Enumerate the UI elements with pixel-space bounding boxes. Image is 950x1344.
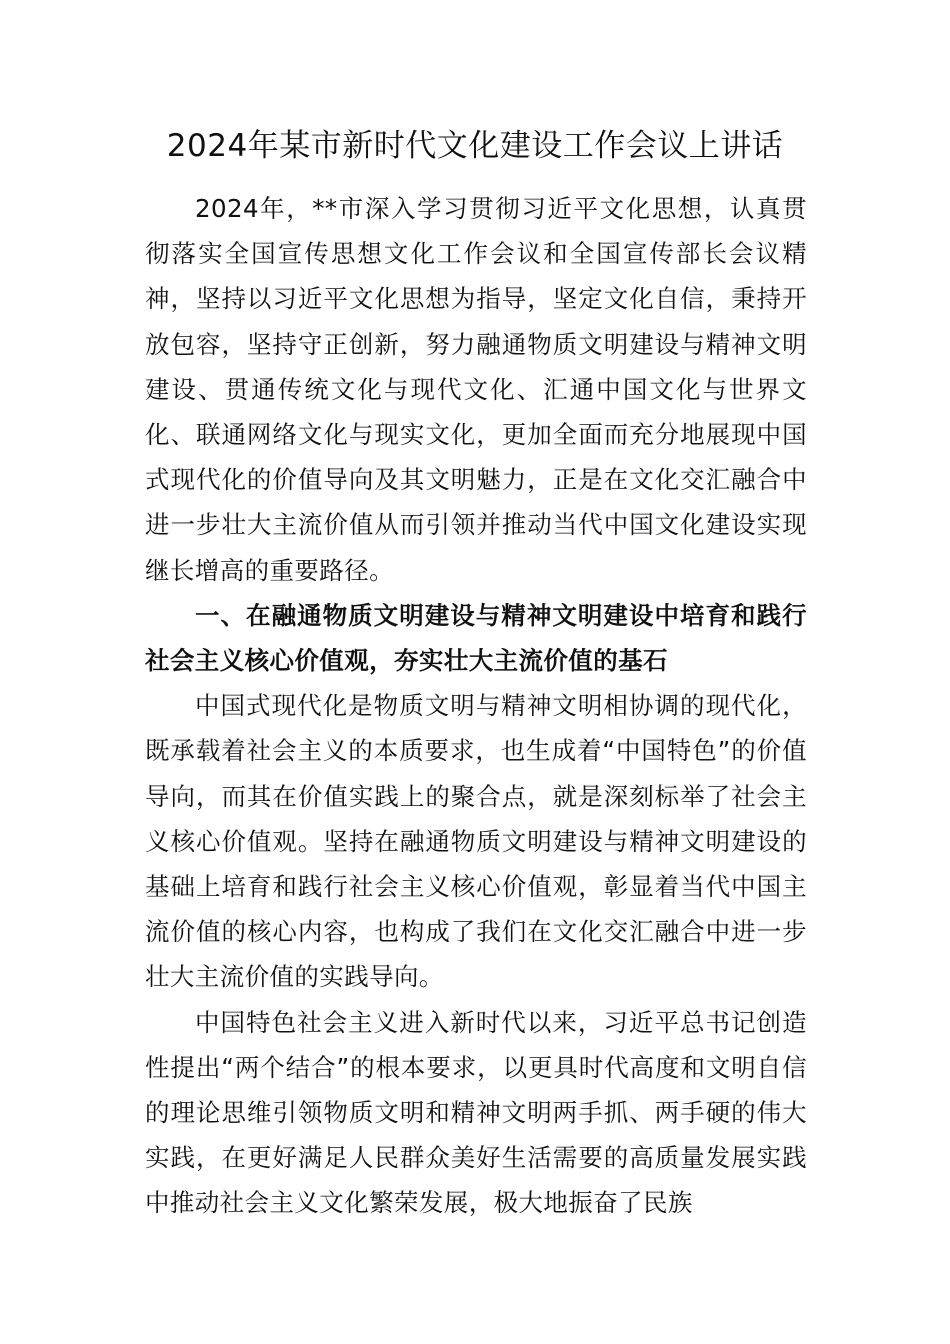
section-heading-1: 一、在融通物质文明建设与精神文明建设中培育和践行社会主义核心价值观，夯实壮大主流价值的基石 [145,600,807,676]
body-paragraph: 中国特色社会主义进入新时代以来，习近平总书记创造性提出“两个结合”的根本要求，以更具时代高度和文明自信的理论思维引领物质文明和精神文明两手抓、两手硬的伟大实践，在更好满足人民群众美好生活需要的高质量发展实践中推动社会主义文化繁荣发展，极大地振奋了民族 [145,1007,807,1218]
intro-paragraph: 2024年，**市深入学习贯彻习近平文化思想，认真贯彻落实全国宣传思想文化工作会议和全国宣传部长会议精神，坚持以习近平文化思想为指导，坚定文化自信，秉持开放包容，坚持守正创新，努力融通物质文明建设与精神文明建设、贯通传统文化与现代文化、汇通中国文化与世界文化、联通网络文化与现实文化，更加全面而充分地展现中国式现代化的价值导向及其文明魅力，正是在文化交汇融合中进一步壮大主流价值从而引领并推动当代中国文化建设实现继长增高的重要路径。 [145,194,807,585]
document-title: 2024年某市新时代文化建设工作会议上讲话 [166,128,784,164]
body-paragraph: 中国式现代化是物质文明与精神文明相协调的现代化，既承载着社会主义的本质要求，也生成着“中国特色”的价值导向，而其在价值实践上的聚合点，就是深刻标举了社会主义核心价值观。坚持在融通物质文明建设与精神文明建设的基础上培育和践行社会主义核心价值观，彰显着当代中国主流价值的核心内容，也构成了我们在文化交汇融合中进一步壮大主流价值的实践导向。 [145,691,807,992]
document-body [145,186,807,1226]
